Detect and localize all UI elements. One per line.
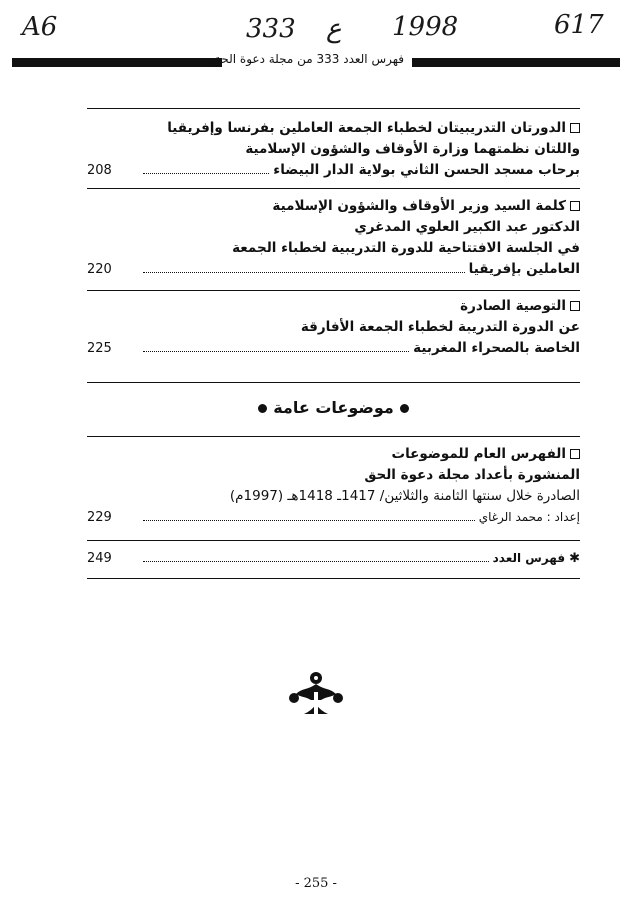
ornament-icon — [284, 668, 348, 720]
author-credit: إعداد : محمد الرغاي — [478, 510, 580, 524]
checkbox-icon — [570, 449, 580, 459]
entry-line: الدكتور عبد الكبير العلوي المدغري — [354, 219, 580, 235]
page-ref: 249 — [87, 551, 112, 566]
entry-line: عن الدورة التدريبة لخطباء الجمعة الأفارقة — [300, 319, 580, 335]
entry-line: الصادرة خلال سنتها الثامنة والثلاثين/ 1417ـ 1418هـ (1997م) — [229, 488, 580, 504]
toc-entry — [87, 196, 580, 280]
entry-title-line: الدورتان التدريبيتان لخطباء الجمعة العاملين بفرنسا وإفريقيا — [87, 118, 580, 139]
divider — [87, 108, 580, 109]
handwritten-number: 617 — [554, 10, 604, 40]
divider — [87, 290, 580, 291]
star-icon: ✱ — [569, 551, 580, 566]
dot-leader — [143, 520, 475, 521]
entry-page-line: الخاصة بالصحراء المغربية 225 — [87, 338, 580, 359]
divider — [87, 436, 580, 437]
dot-leader — [143, 561, 489, 562]
page-number: - 255 - — [295, 876, 337, 891]
header-bar-left — [12, 58, 222, 67]
page-ref: 220 — [87, 262, 112, 277]
toc-entry — [87, 296, 580, 359]
checkbox-icon — [570, 301, 580, 311]
toc-entry-index — [87, 548, 580, 569]
divider — [87, 540, 580, 541]
toc-entry — [87, 444, 580, 528]
dot-leader — [143, 351, 409, 352]
dot-leader — [143, 173, 269, 174]
header-bar-right — [412, 58, 620, 67]
dot-leader — [143, 272, 465, 273]
page-ref: 208 — [87, 163, 112, 178]
entry-title-line: التوصية الصادرة — [87, 296, 580, 317]
handwritten-letter: ع — [326, 14, 342, 44]
checkbox-icon — [570, 201, 580, 211]
header-title: فهرس العدد 333 من مجلة دعوة الحق — [211, 52, 404, 66]
entry-page-line: برحاب مسجد الحسن الثاني بولاية الدار البيضاء 208 — [87, 160, 580, 181]
entry-page-line: العاملين بإفريقيا 220 — [87, 259, 580, 280]
divider — [87, 578, 580, 579]
checkbox-icon — [570, 123, 580, 133]
bullet-icon — [400, 404, 409, 413]
handwritten-code: A6 — [22, 12, 58, 42]
entry-title-line: كلمة السيد وزير الأوقاف والشؤون الإسلامية — [87, 196, 580, 217]
toc-entry — [87, 118, 580, 181]
entry-line: واللتان نظمتهما وزارة الأوقاف والشؤون الإسلامية — [245, 141, 580, 157]
handwritten-year: 1998 — [392, 12, 459, 42]
divider — [87, 382, 580, 383]
divider — [87, 188, 580, 189]
page-ref: 225 — [87, 341, 112, 356]
entry-line: في الجلسة الافتتاحية للدورة التدريبية لخطباء الجمعة — [232, 240, 580, 256]
entry-page-line — [87, 507, 580, 528]
entry-title-line: الفهرس العام للموضوعات — [87, 444, 580, 465]
section-heading: موضوعات عامة — [87, 398, 580, 417]
handwritten-issue: 333 — [246, 14, 296, 44]
entry-line: المنشورة بأعداد مجلة دعوة الحق — [364, 467, 580, 483]
page-ref: 229 — [87, 510, 112, 525]
entry-page-line: ✱فهرس العدد 249 — [87, 548, 580, 569]
bullet-icon — [258, 404, 267, 413]
